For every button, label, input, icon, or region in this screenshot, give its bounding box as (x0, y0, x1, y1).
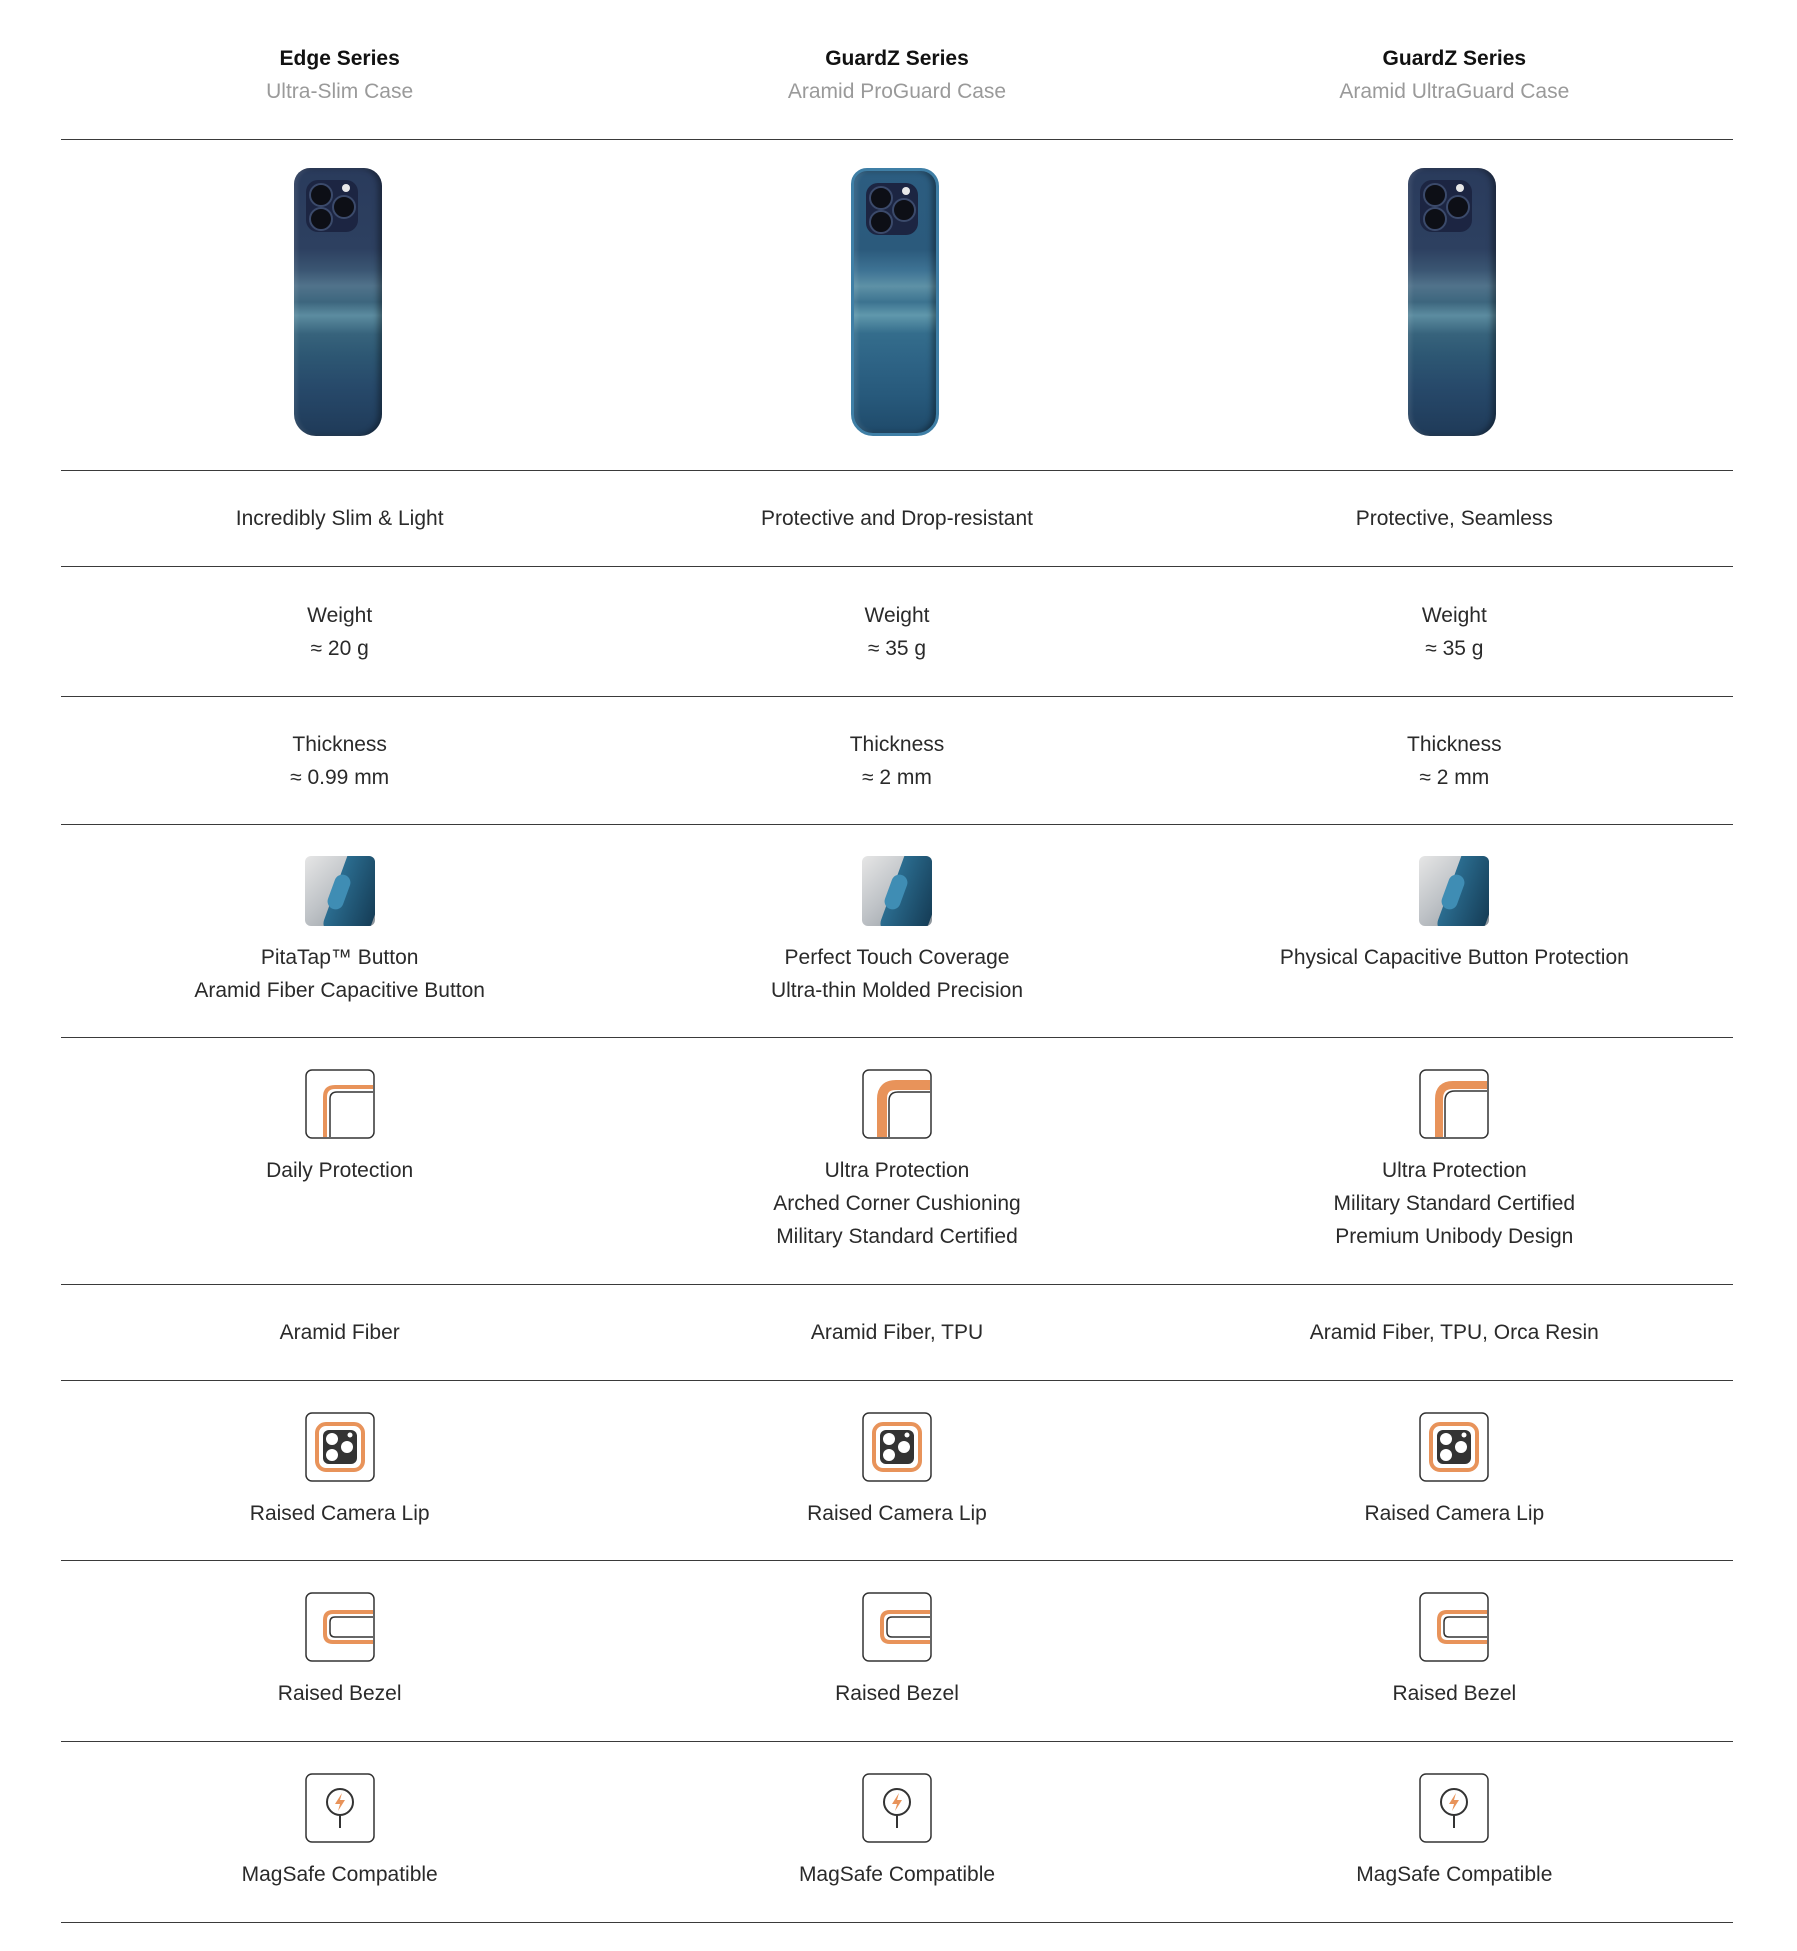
protection-line: Daily Protection (266, 1159, 414, 1182)
magsafe-icon (305, 1773, 375, 1843)
material: Aramid Fiber, TPU, Orca Resin (1309, 1321, 1599, 1344)
tagline: Incredibly Slim & Light (235, 507, 444, 530)
magsafe-label: MagSafe Compatible (1356, 1863, 1553, 1886)
camera-lip-icon (1419, 1412, 1489, 1482)
material: Aramid Fiber, TPU (810, 1321, 984, 1344)
weight-value: ≈ 35 g (867, 636, 927, 660)
model-name: Ultra-Slim Case (266, 80, 414, 103)
bezel-icon (1419, 1592, 1489, 1662)
camera-lip-icon (305, 1412, 375, 1482)
button-feature: Physical Capacitive Button Protection (1279, 946, 1629, 969)
protection-row (61, 1038, 1733, 1285)
magsafe-row (61, 1742, 1733, 1923)
weight-label: Weight (1421, 603, 1487, 627)
product-image[interactable] (294, 168, 386, 438)
column-header (618, 0, 1175, 108)
magsafe-label: MagSafe Compatible (798, 1863, 996, 1886)
product-image-cell (618, 168, 1175, 443)
thickness-value: ≈ 2 mm (1419, 765, 1490, 789)
protection-line: Military Standard Certified (1333, 1192, 1576, 1215)
button-thumbnail (1419, 856, 1489, 926)
button-row (61, 825, 1733, 1038)
protection-line: Ultra Protection (1381, 1159, 1527, 1182)
product-image[interactable] (851, 168, 943, 438)
tagline: Protective, Seamless (1355, 507, 1553, 530)
button-feature: Perfect Touch Coverage (784, 946, 1010, 969)
thickness-value: ≈ 0.99 mm (290, 765, 390, 789)
camera-lip-label: Raised Camera Lip (1364, 1501, 1545, 1525)
tagline-row (61, 471, 1733, 567)
model-name: Aramid UltraGuard Case (1339, 80, 1570, 103)
weight-value: ≈ 35 g (1425, 636, 1484, 660)
thickness-label: Thickness (1407, 732, 1502, 756)
camera-lip-icon (862, 1412, 932, 1482)
button-feature: Ultra-thin Molded Precision (770, 979, 1024, 1002)
protection-line: Military Standard Certified (776, 1225, 1018, 1248)
button-feature (1176, 974, 1733, 1007)
series-name: Edge Series (279, 47, 400, 70)
series-name: GuardZ Series (1382, 47, 1527, 70)
magsafe-icon (862, 1773, 932, 1843)
protection-line: Arched Corner Cushioning (773, 1192, 1021, 1215)
thickness-value: ≈ 2 mm (862, 765, 932, 789)
protection-line: Premium Unibody Design (1335, 1225, 1574, 1248)
product-image-cell (61, 168, 618, 443)
thickness-label: Thickness (292, 732, 387, 756)
corner-protection-icon (862, 1069, 932, 1139)
button-thumbnail (305, 856, 375, 926)
corner-protection-icon (1419, 1069, 1489, 1139)
comparison-table (61, 0, 1733, 1923)
button-thumbnail (862, 856, 932, 926)
tagline: Protective and Drop-resistant (761, 507, 1033, 530)
protection-line (61, 1187, 618, 1220)
magsafe-label: MagSafe Compatible (241, 1863, 438, 1886)
camera-lip-row (61, 1381, 1733, 1561)
weight-row (61, 567, 1733, 697)
material-row (61, 1285, 1733, 1381)
series-name: GuardZ Series (825, 47, 969, 70)
magsafe-icon (1419, 1773, 1489, 1843)
model-name: Aramid ProGuard Case (787, 80, 1007, 103)
button-feature: PitaTap™ Button (260, 946, 419, 969)
bezel-row (61, 1561, 1733, 1742)
material: Aramid Fiber (279, 1321, 400, 1344)
weight-label: Weight (307, 603, 373, 627)
product-image-row (61, 140, 1733, 471)
product-image[interactable] (1408, 168, 1500, 438)
protection-line: Ultra Protection (824, 1159, 970, 1182)
bezel-label: Raised Bezel (1392, 1682, 1517, 1705)
bezel-label: Raised Bezel (277, 1682, 402, 1705)
column-header (61, 0, 618, 108)
camera-lip-label: Raised Camera Lip (807, 1501, 987, 1525)
thickness-row (61, 697, 1733, 825)
camera-lip-label: Raised Camera Lip (249, 1501, 430, 1525)
weight-label: Weight (864, 603, 930, 627)
button-feature: Aramid Fiber Capacitive Button (194, 979, 485, 1002)
header-row (61, 0, 1733, 140)
bezel-icon (862, 1592, 932, 1662)
bezel-icon (305, 1592, 375, 1662)
column-header (1176, 0, 1733, 108)
bezel-label: Raised Bezel (835, 1682, 959, 1705)
weight-value: ≈ 20 g (310, 636, 369, 660)
protection-line (61, 1220, 618, 1253)
corner-protection-icon (305, 1069, 375, 1139)
thickness-label: Thickness (849, 732, 945, 756)
product-image-cell (1176, 168, 1733, 443)
